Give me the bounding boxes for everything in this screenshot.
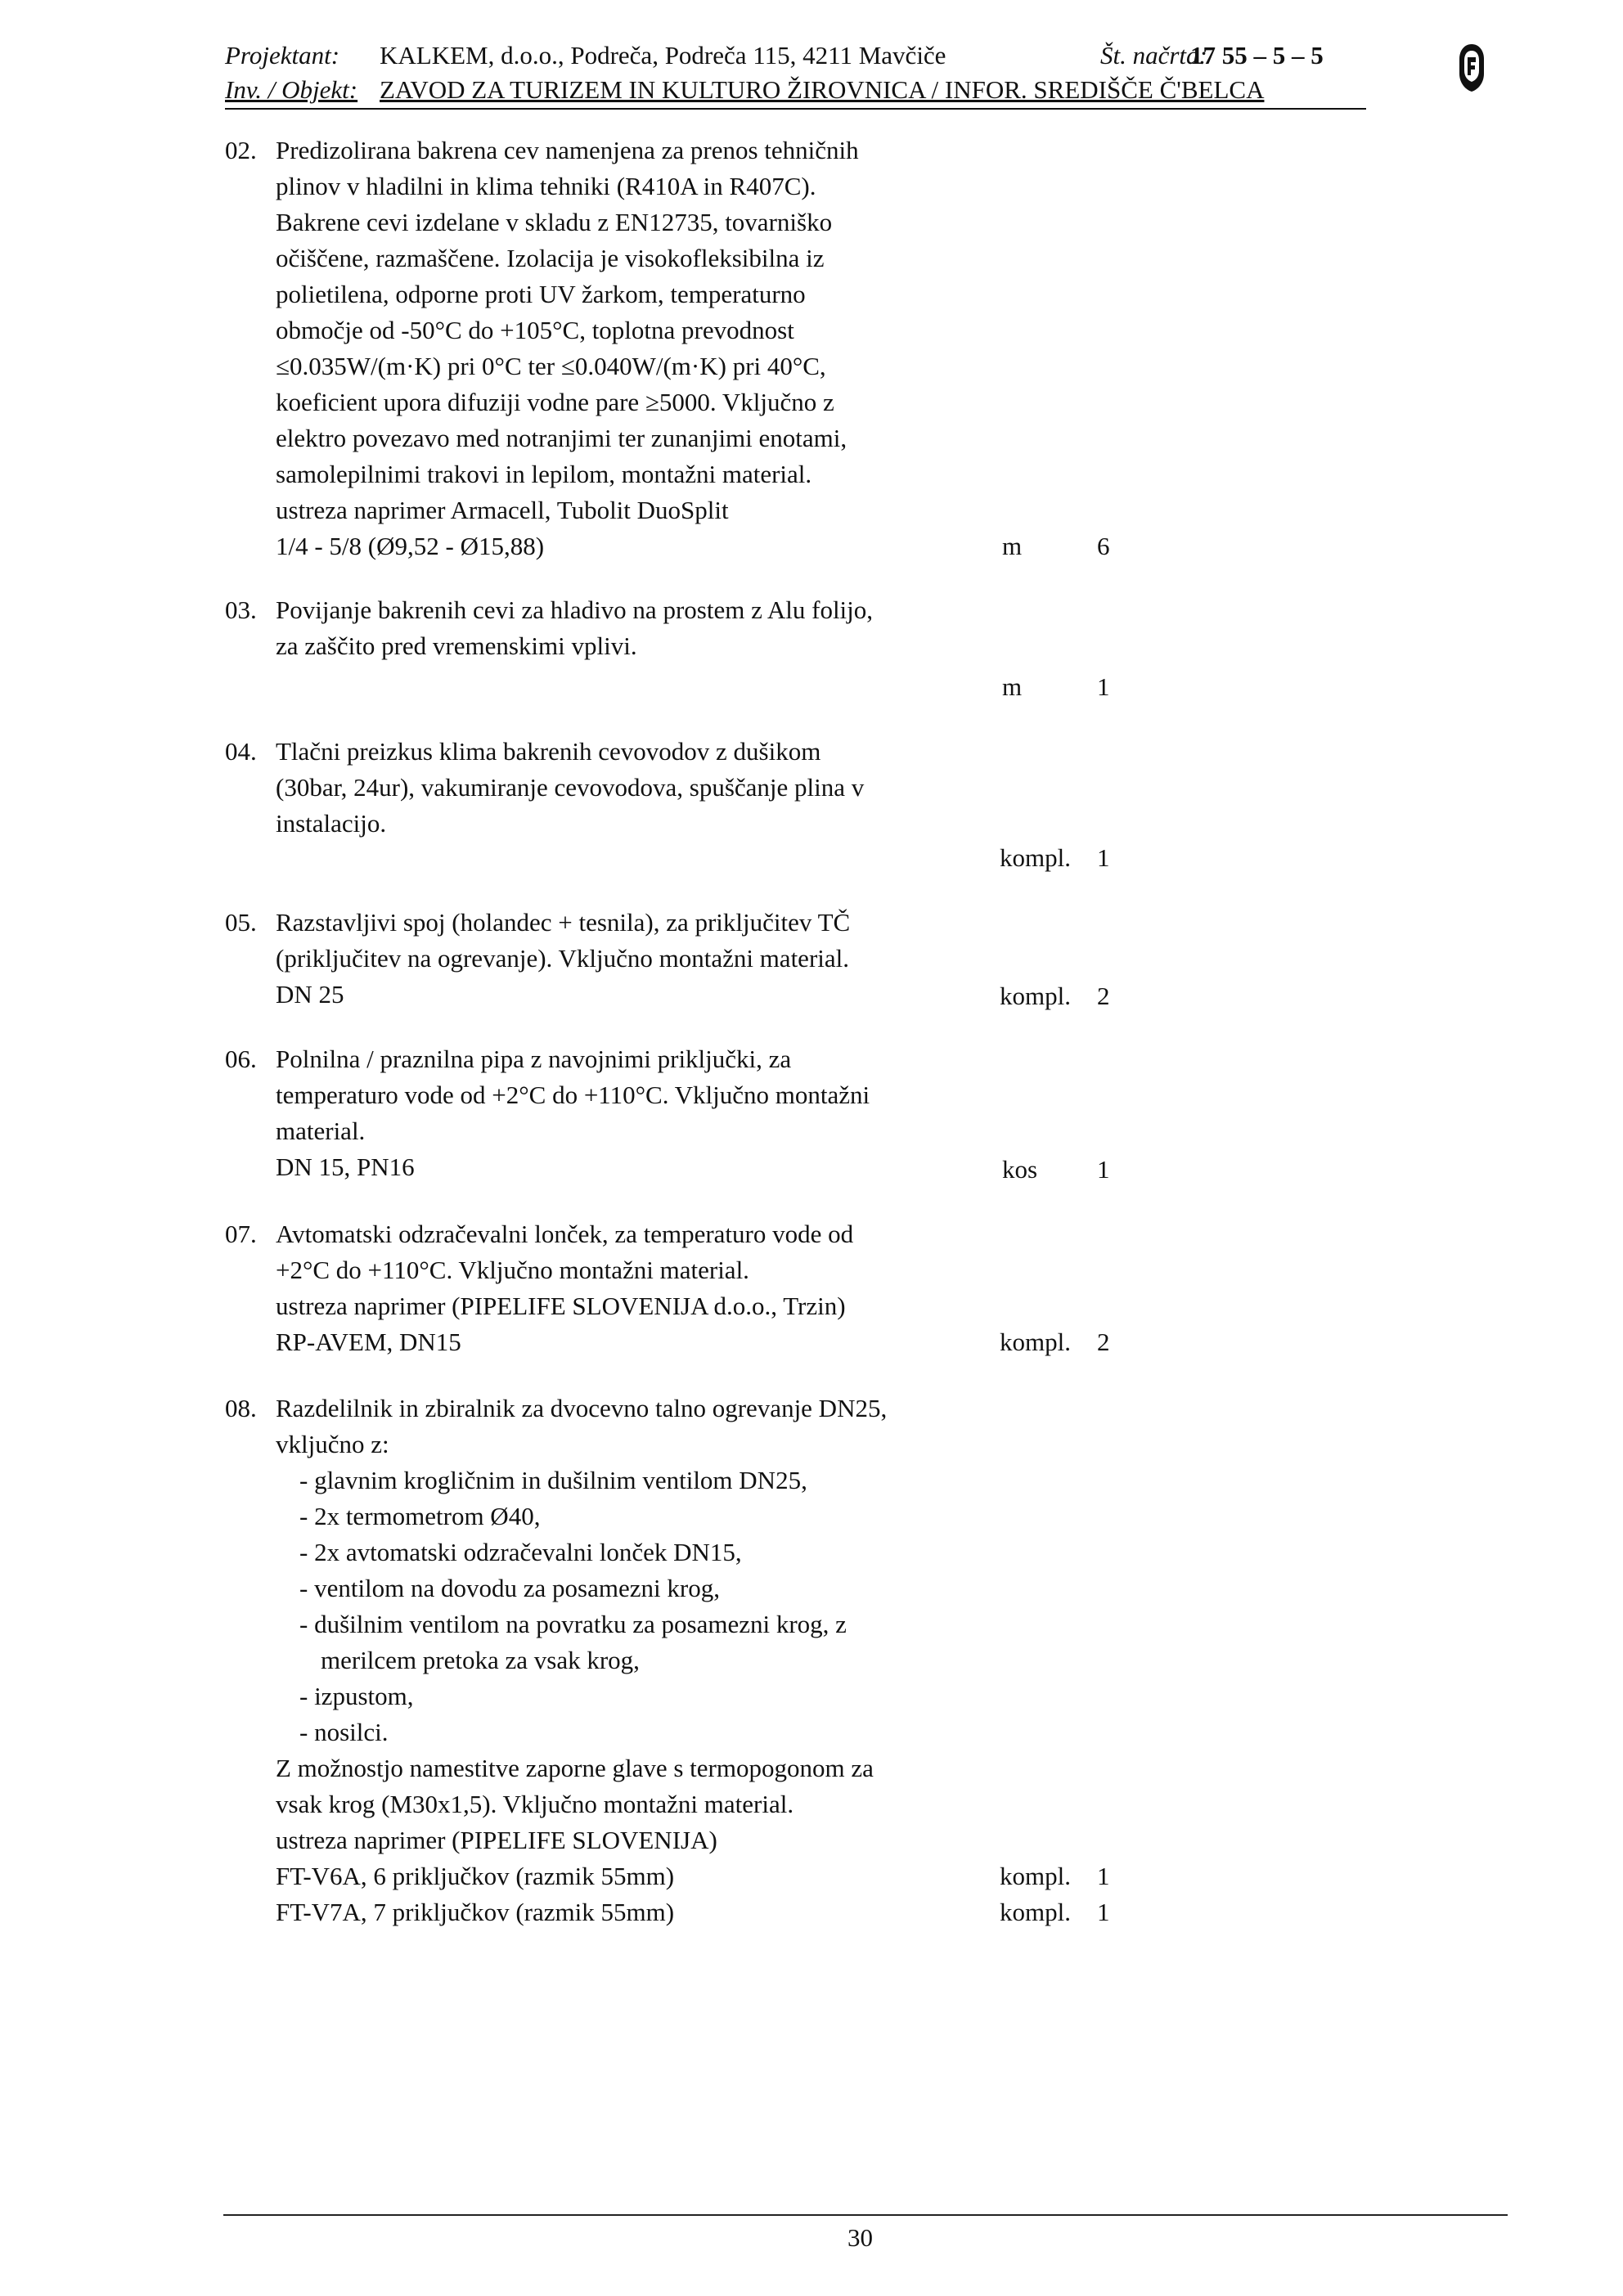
item-04-unit: kompl. xyxy=(1000,843,1071,872)
item-06-number: 06. xyxy=(225,1045,257,1073)
item-08-number: 08. xyxy=(225,1394,257,1422)
item-06-spec: DN 15, PN16 xyxy=(276,1152,415,1181)
item-05-qty: 2 xyxy=(1097,982,1110,1010)
item-04-qty: 1 xyxy=(1097,843,1110,872)
item-08-manufacturer: ustreza naprimer (PIPELIFE SLOVENIJA) xyxy=(276,1826,717,1854)
item-08-bullet: - 2x avtomatski odzračevalni lonček DN15, xyxy=(299,1538,742,1566)
item-06-line: temperaturo vode od +2°C do +110°C. Vključno montažni xyxy=(276,1081,870,1109)
item-05-number: 05. xyxy=(225,908,257,937)
item-06-unit: kos xyxy=(1002,1155,1038,1184)
item-05-line: (priključitev na ogrevanje). Vključno montažni material. xyxy=(276,944,849,973)
item-02-line: koeficient upora difuziji vodne pare ≥5000. Vključno z xyxy=(276,388,834,416)
item-02-line: elektro povezavo med notranjimi ter zunanjimi enotami, xyxy=(276,424,847,452)
item-02-line: plinov v hladilni in klima tehniki (R410A in R407C). xyxy=(276,172,816,200)
header-divider xyxy=(225,108,1366,110)
item-02-line: območje od -50°C do +105°C, toplotna prevodnost xyxy=(276,316,794,344)
item-08-bullet: - izpustom, xyxy=(299,1682,414,1710)
item-03-number: 03. xyxy=(225,595,257,624)
item-08-variant-qty: 1 xyxy=(1097,1898,1110,1926)
item-08-variant-unit: kompl. xyxy=(1000,1898,1071,1926)
item-08-line: vključno z: xyxy=(276,1430,389,1458)
item-02-manufacturer: ustreza naprimer Armacell, Tubolit DuoSplit xyxy=(276,496,729,524)
drawing-number-value: 17 55 – 5 – 5 xyxy=(1190,41,1324,70)
item-03-unit: m xyxy=(1002,672,1023,701)
item-08-line: vsak krog (M30x1,5). Vključno montažni material. xyxy=(276,1790,794,1818)
item-06-qty: 1 xyxy=(1097,1155,1110,1184)
item-06-line: material. xyxy=(276,1117,366,1145)
item-08-bullet: - ventilom na dovodu za posamezni krog, xyxy=(299,1574,720,1602)
item-03-qty: 1 xyxy=(1097,672,1110,701)
item-07-spec: RP-AVEM, DN15 xyxy=(276,1328,461,1356)
item-08-line: Razdelilnik in zbiralnik za dvocevno talno ogrevanje DN25, xyxy=(276,1394,888,1422)
item-07-qty: 2 xyxy=(1097,1328,1110,1356)
item-08-bullet: merilcem pretoka za vsak krog, xyxy=(321,1646,640,1674)
item-02-unit: m xyxy=(1002,532,1023,560)
item-02-line: polietilena, odporne proti UV žarkom, temperaturno xyxy=(276,280,806,308)
object-label: Inv. / Objekt: xyxy=(225,75,358,104)
item-02-line: Predizolirana bakrena cev namenjena za prenos tehničnih xyxy=(276,136,859,164)
item-08-variant-spec: FT-V6A, 6 priključkov (razmik 55mm) xyxy=(276,1862,675,1890)
page-number: 30 xyxy=(847,2223,873,2252)
item-02-line: očiščene, razmaščene. Izolacija je visokofleksibilna iz xyxy=(276,244,825,272)
item-05-line: Razstavljivi spoj (holandec + tesnila), za priključitev TČ xyxy=(276,908,851,937)
item-07-manufacturer: ustreza naprimer (PIPELIFE SLOVENIJA d.o.o., Trzin) xyxy=(276,1292,846,1320)
item-02-line: Bakrene cevi izdelane v skladu z EN12735, tovarniško xyxy=(276,208,833,236)
item-04-line: Tlačni preizkus klima bakrenih cevovodov z dušikom xyxy=(276,737,821,766)
item-02-spec: 1/4 - 5/8 (Ø9,52 - Ø15,88) xyxy=(276,532,545,560)
item-07-line: +2°C do +110°C. Vključno montažni material. xyxy=(276,1256,749,1284)
drawing-number-label: Št. načrta: xyxy=(1100,41,1207,70)
item-07-unit: kompl. xyxy=(1000,1328,1071,1356)
item-08-variant-qty: 1 xyxy=(1097,1862,1110,1890)
item-04-number: 04. xyxy=(225,737,257,766)
item-06-line: Polnilna / praznilna pipa z navojnimi priključki, za xyxy=(276,1045,792,1073)
item-08-line: Z možnostjo namestitve zaporne glave s termopogonom za xyxy=(276,1754,874,1782)
projektant-label: Projektant: xyxy=(225,41,340,70)
item-number: 02. xyxy=(225,136,257,164)
object-value: ZAVOD ZA TURIZEM IN KULTURO ŽIROVNICA / INFOR. SREDIŠČE Č'BELCA xyxy=(380,75,1265,104)
item-05-unit: kompl. xyxy=(1000,982,1071,1010)
company-logo-icon xyxy=(1458,43,1486,93)
item-03-line: Povijanje bakrenih cevi za hladivo na prostem z Alu folijo, xyxy=(276,595,874,624)
item-08-variant-spec: FT-V7A, 7 priključkov (razmik 55mm) xyxy=(276,1898,675,1926)
item-02-line: samolepilnimi trakovi in lepilom, montažni material. xyxy=(276,460,812,488)
item-08-variant-unit: kompl. xyxy=(1000,1862,1071,1890)
item-08-bullet: - nosilci. xyxy=(299,1718,389,1746)
footer-divider xyxy=(223,2214,1508,2216)
item-04-line: (30bar, 24ur), vakumiranje cevovodova, spuščanje plina v xyxy=(276,773,865,802)
item-02-line: ≤0.035W/(m·K) pri 0°C ter ≤0.040W/(m·K) pri 40°C, xyxy=(276,352,826,380)
item-08-bullet: - dušilnim ventilom na povratku za posamezni krog, z xyxy=(299,1610,847,1638)
item-03-line: za zaščito pred vremenskimi vplivi. xyxy=(276,631,637,660)
item-05-spec: DN 25 xyxy=(276,980,344,1009)
item-07-line: Avtomatski odzračevalni lonček, za temperaturo vode od xyxy=(276,1220,854,1248)
item-08-bullet: - glavnim krogličnim in dušilnim ventilom DN25, xyxy=(299,1466,807,1494)
item-07-number: 07. xyxy=(225,1220,257,1248)
item-02-qty: 6 xyxy=(1097,532,1110,560)
projektant-value: KALKEM, d.o.o., Podreča, Podreča 115, 4211 Mavčiče xyxy=(380,41,946,70)
item-04-line: instalacijo. xyxy=(276,809,387,838)
item-08-bullet: - 2x termometrom Ø40, xyxy=(299,1502,541,1530)
